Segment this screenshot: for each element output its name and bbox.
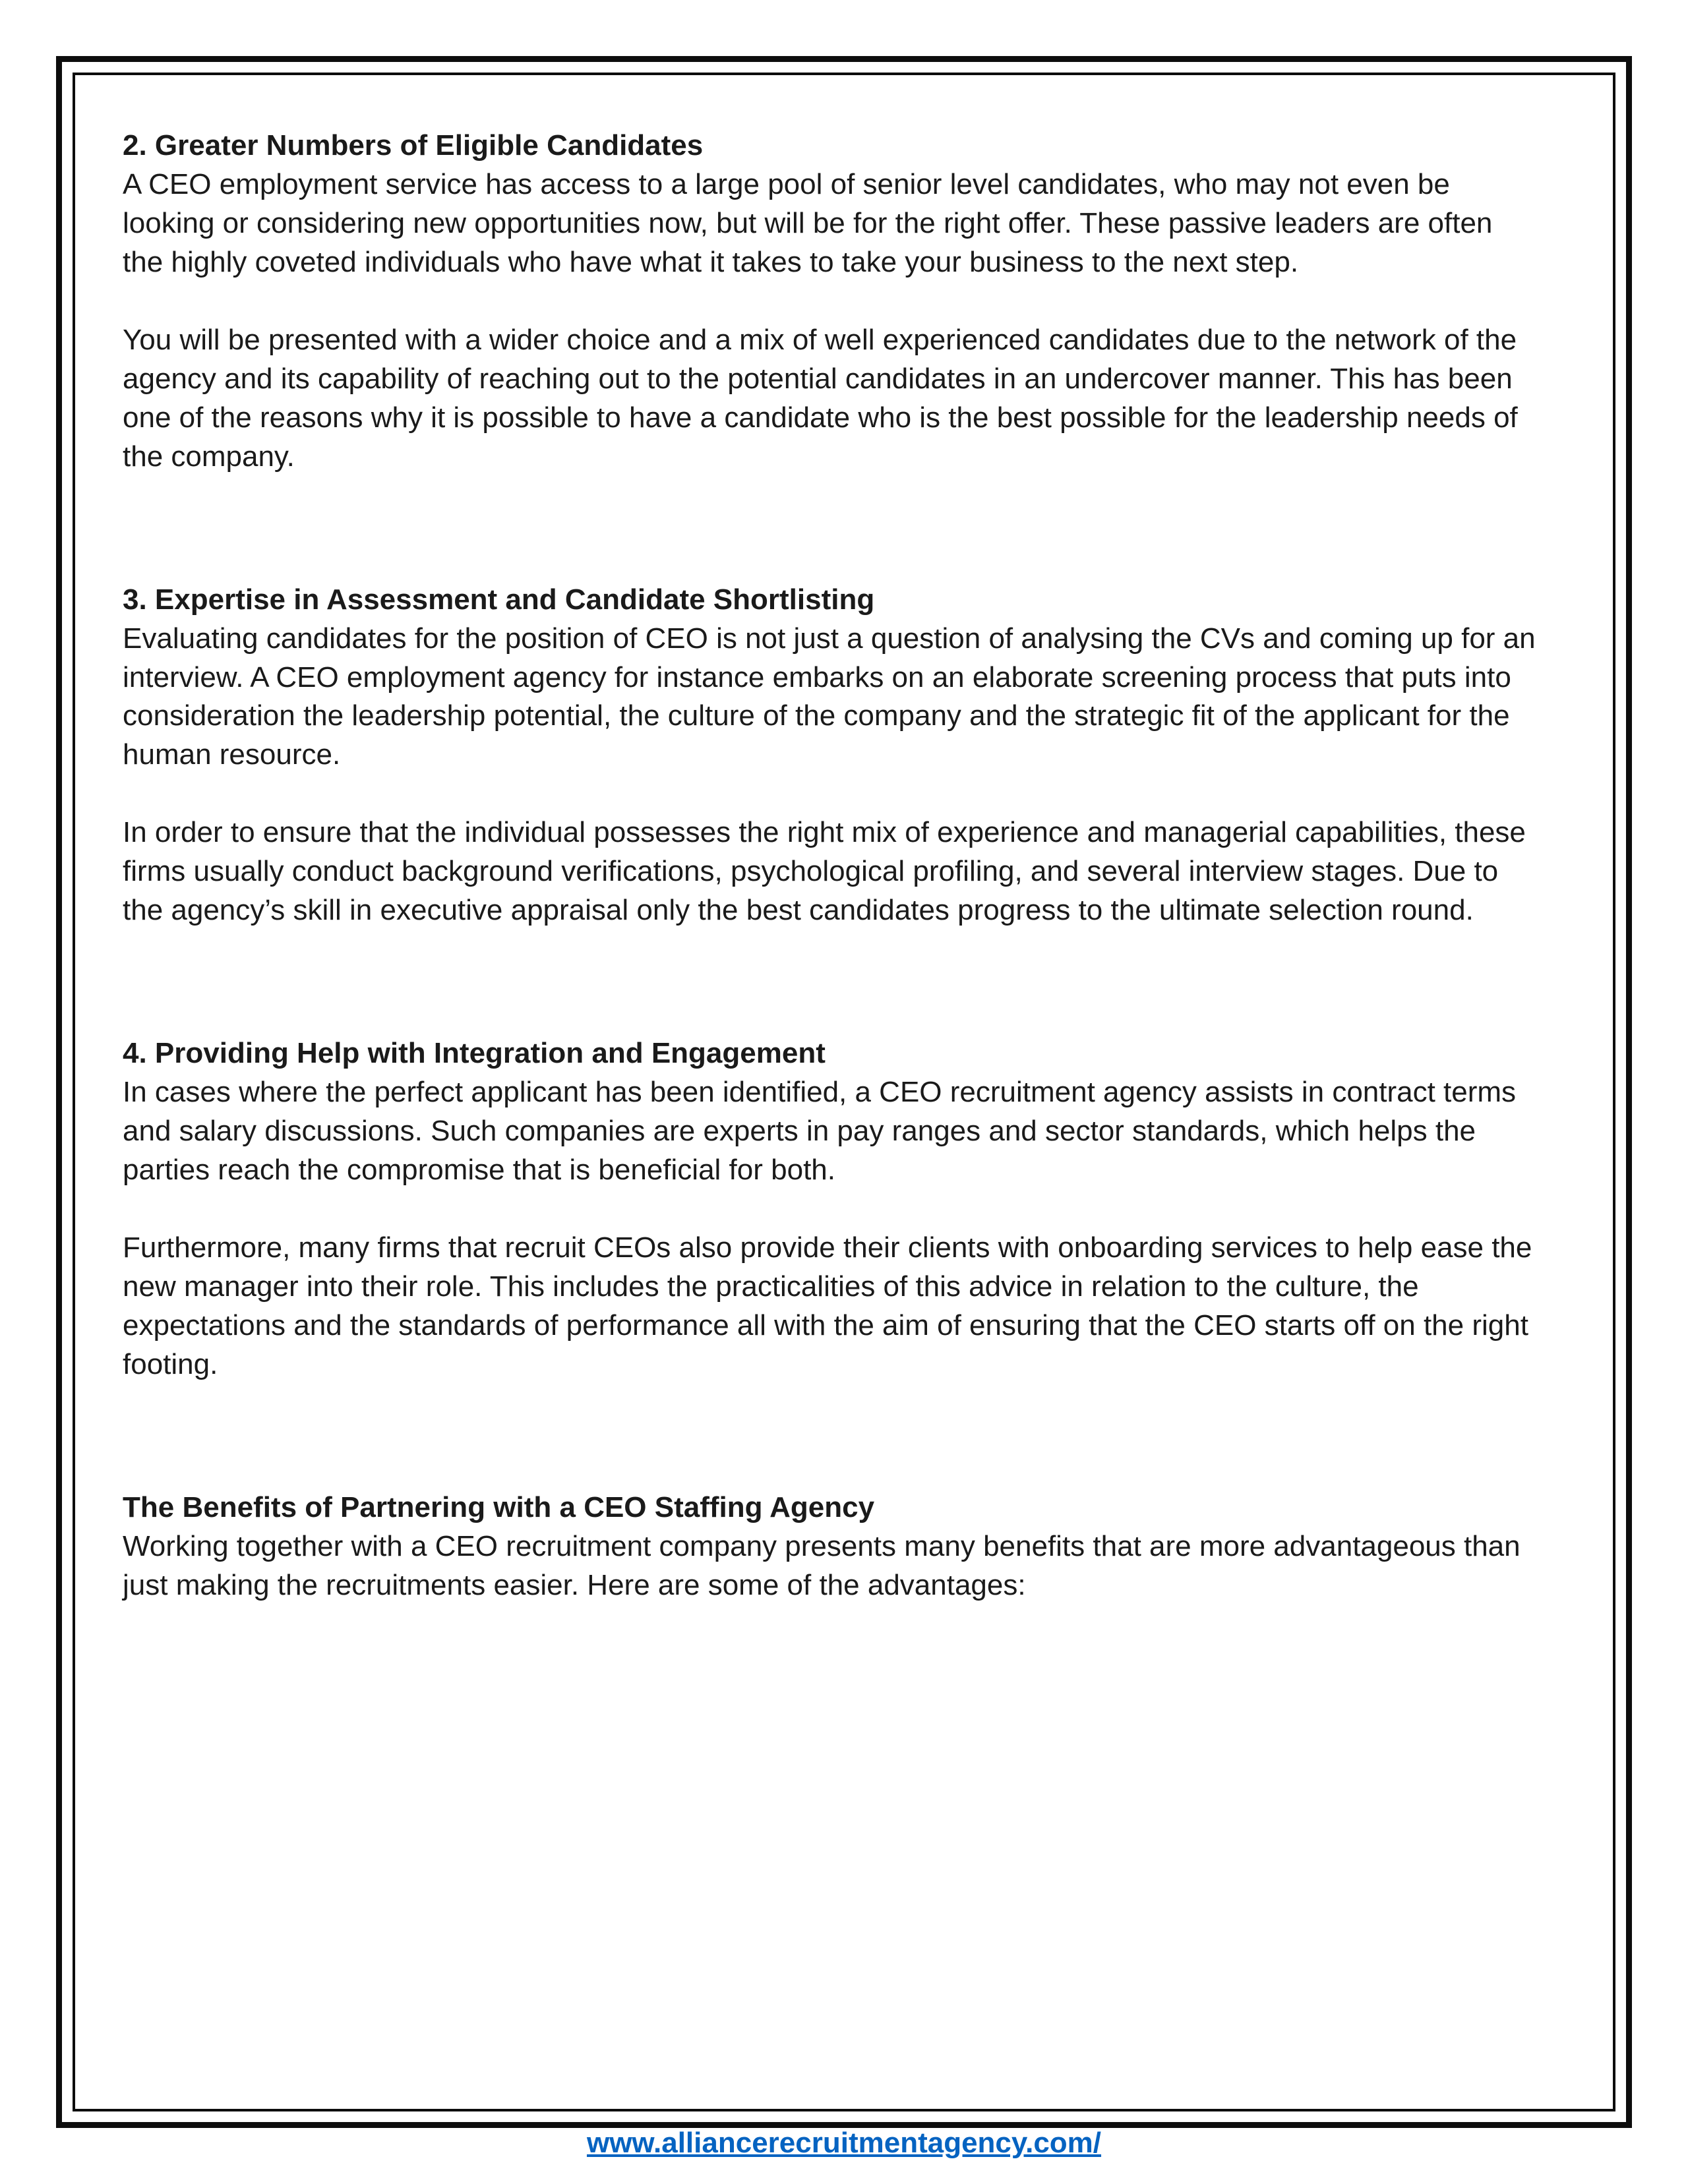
paragraph: You will be presented with a wider choice and a mix of well experienced candidates due to the network of the agency and its capability of reaching out to the potential candidates in an undercover manner. This has been one of the reasons why it is possible to have a candidate who is the best possible for the leadership needs of the company. (123, 323, 1518, 473)
section-expertise-in-assessment (123, 581, 1538, 931)
paragraph: In order to ensure that the individual possesses the right mix of experience and managerial capabilities, these firms usually conduct background verifications, psychological profiling, and several interview stages. Due to the agency’s skill in executive appraisal only the best candidates progress to the ultimate selection round. (123, 816, 1526, 927)
paragraph: A CEO employment service has access to a large pool of senior level candidates, who may not even be looking or considering new opportunities now, but will be for the right offer. These passive leaders are often the highly coveted individuals who have what it takes to take your business to the next step. (123, 167, 1493, 278)
section-benefits-of-partnering (123, 1489, 1538, 1605)
page-footer (0, 2124, 1688, 2163)
section-heading: The Benefits of Partnering with a CEO Staffing Agency (123, 1490, 875, 1523)
section-heading: 4. Providing Help with Integration and Engagement (123, 1037, 826, 1070)
paragraph: Furthermore, many firms that recruit CEOs also provide their clients with onboarding services to help ease the new manager into their role. This includes the practicalities of this advice in relation to the culture, the expectations and the standards of performance all with the aim of ensuring that the CEO starts off on the right footing. (123, 1231, 1532, 1380)
section-providing-help-with-integration (123, 1034, 1538, 1384)
footer-link[interactable]: www.alliancerecruitmentagency.com/ (586, 2127, 1102, 2160)
section-heading: 3. Expertise in Assessment and Candidate Shortlisting (123, 583, 875, 616)
paragraph: Working together with a CEO recruitment company presents many benefits that are more advantageous than just making the recruitments easier. Here are some of the advantages: (123, 1529, 1521, 1601)
paragraph: Evaluating candidates for the position of CEO is not just a question of analysing the CVs and coming up for an interview. A CEO employment agency for instance embarks on an elaborate screening process that puts into consideration the leadership potential, the culture of the company and the strategic fit of the applicant for the human resource. (123, 622, 1536, 771)
section-greater-numbers-of-eligible-candidates (123, 127, 1538, 477)
paragraph: In cases where the perfect applicant has been identified, a CEO recruitment agency assists in contract terms and salary discussions. Such companies are experts in pay ranges and sector standards, which helps the parties reach the compromise that is beneficial for both. (123, 1076, 1517, 1187)
section-heading: 2. Greater Numbers of Eligible Candidates (123, 129, 704, 162)
